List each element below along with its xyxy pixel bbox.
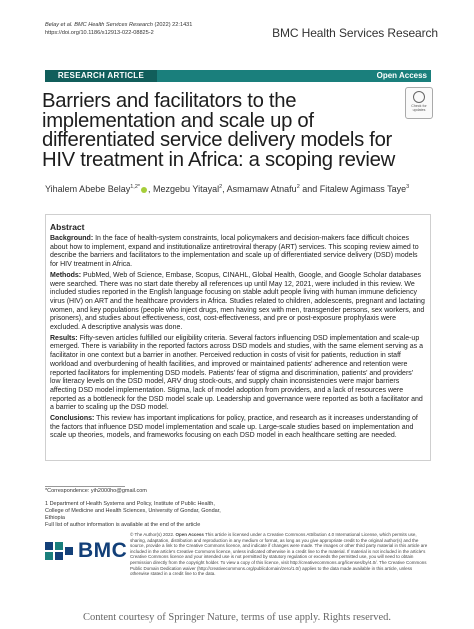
author-name: , Mezgebu Yitayal (148, 184, 220, 194)
journal-name: BMC Health Services Research (272, 26, 438, 40)
abstract-conclusions (50, 415, 425, 441)
section-label: Results: (50, 334, 78, 342)
author-sup: 3 (406, 184, 410, 190)
abstract-results (50, 335, 425, 413)
abstract-text (50, 235, 425, 443)
section-label: Background: (50, 235, 94, 242)
section-body: PubMed, Web of Science, Embase, Scopus, CINAHL, Global Health, Google, and Google Scholar databases were searched. There was no start date thereby all references up until May 12, 2021, were included in this review. We included studies reported in the English language focusing on stable adult people living with human immune deficiency virus (HIV) on ART and the healthcare providers in Africa. Studies related to children, adolescents, pregnant and lactating women, and key populations (people who inject drugs, men having sex with men, transgender persons, sex workers, and prisoners), and studies about effectiveness, cost, cost-effectiveness, and pre or post-exposure prophylaxis were excluded. A descriptive analysis was done. (50, 271, 425, 332)
orcid-icon[interactable] (141, 187, 147, 193)
bmc-logo-text: BMC (78, 539, 128, 562)
author-name: and Fitalew Agimass Taye (299, 184, 407, 194)
license-lead: © The Author(s) 2022. (130, 532, 175, 537)
section-body: In the face of health-system constraints, local policymakers and decision-makers face difficult choices about how to implement, expand and institutionalize antiretroviral therapy (ART) services. This scoping review aimed to describe the barriers and facilitators to the implementation and scale up of differentiated service delivery (DSD) models for HIV treatment in Africa. (50, 235, 419, 269)
author-sup: 2 (296, 184, 300, 190)
license-open-access: Open Access (174, 532, 204, 537)
affiliation-text: 1 Department of Health Systems and Policy, Institute of Public Health, College of Medicine and Health Sciences, University of Gondar, Gondar, Ethiopia (45, 501, 221, 521)
refresh-icon (413, 91, 425, 103)
author-sup: 1,2* (130, 184, 141, 190)
license-body: This article is licensed under a Creative Commons Attribution 4.0 International License, which permits use, sharing, adaptation, distribution and reproduction in any medium or format, as long as you give appropriate credit to the original author(s) and the source, provide a link to the Creative Commons licence, and indicate if changes were made. The images or other third party material in this article are included in the article's Creative Commons licence, unless indicated otherwise in a credit line to the material. If material is not included in the article's Creative Commons licence and your intended use is not permitted by statutory regulation or exceeds the permitted use, you will need to obtain permission directly from the copyright holder. To view a copy of this licence, visit http://creativecommons.org/licenses/by/4.0/. The Creative Commons Public Domain Dedication waiver (http://creativecommons.org/publicdomain/zero/1.0/) applies to the data made available in this article, unless otherwise stated in a credit line to the data. (130, 532, 428, 577)
affiliation-note (45, 501, 235, 529)
footer-text: Content courtesy of Springer Nature, terms of use apply. Rights reserved. (82, 612, 392, 623)
check-for-updates-badge[interactable] (405, 87, 433, 119)
article-title: Barriers and facilitators to the implementation and scale up of differentiated service delivery models for HIV treatment in Africa: a scoping review (42, 90, 395, 171)
correspondence-note: *Correspondence: yih2000ho@gmail.com (45, 488, 147, 494)
license-text (130, 532, 430, 577)
badge-label: Check for updates (411, 104, 427, 113)
footnote-divider (45, 486, 125, 487)
author-list (45, 184, 445, 194)
abstract-methods (50, 272, 425, 333)
citation-block (45, 21, 192, 37)
doi-link[interactable]: https://doi.org/10.1186/s12913-022-08825-2 (45, 30, 154, 36)
article-type-label: RESEARCH ARTICLE (45, 70, 157, 82)
article-type-band (45, 70, 431, 82)
abstract-background (50, 235, 425, 270)
author-name: Yihalem Abebe Belay (45, 184, 131, 194)
abstract-heading: Abstract (50, 222, 85, 232)
section-body: This review has important implications for policy, practice, and research as it increases understanding of the factors that influence DSD model implementation and scale up. Large-scale studies based on implementation and scale up theories, models, and frameworks focusing on each DSD model in each healthcare setting are needed. (50, 415, 418, 440)
section-label: Conclusions: (50, 415, 95, 423)
section-body: Fifty-seven articles fulfilled our eligibility criteria. Several factors influencing DSD implementation and scale-up emerged. There is variability in the reported factors across DSD models and studies, with the same element serving as a facilitator in one context but a barrier in another. Perceived reduction in costs of visit for patients, reduction in staff workload and overburdening of health facilities, and improved or maintained patients' adherence and retention were reported facilitators for implementing DSD models. Patients' fear of stigma and discrimination, patients' and providers' low literacy levels on the DSD model, ARV drug stock-outs, and supply chain inconsistencies were major barriers affecting DSD model implementation. Stigma, lack of model adoption from providers, and a lack of resources were reported as a bottleneck for the DSD model scale up. Leadership and governance were reported as both a facilitator and a barrier to scaling up the DSD model. (50, 334, 423, 412)
citation-authors: Belay et al. BMC Health Services Research (45, 22, 153, 28)
open-access-label: Open Access (376, 71, 427, 80)
citation-year: (2022) 22:1431 (154, 22, 193, 28)
section-label: Methods: (50, 271, 82, 279)
author-sup: 2 (219, 184, 223, 190)
full-list-note: Full list of author information is available at the end of the article (45, 522, 201, 528)
author-name: , Asmamaw Atnafu (222, 184, 297, 194)
